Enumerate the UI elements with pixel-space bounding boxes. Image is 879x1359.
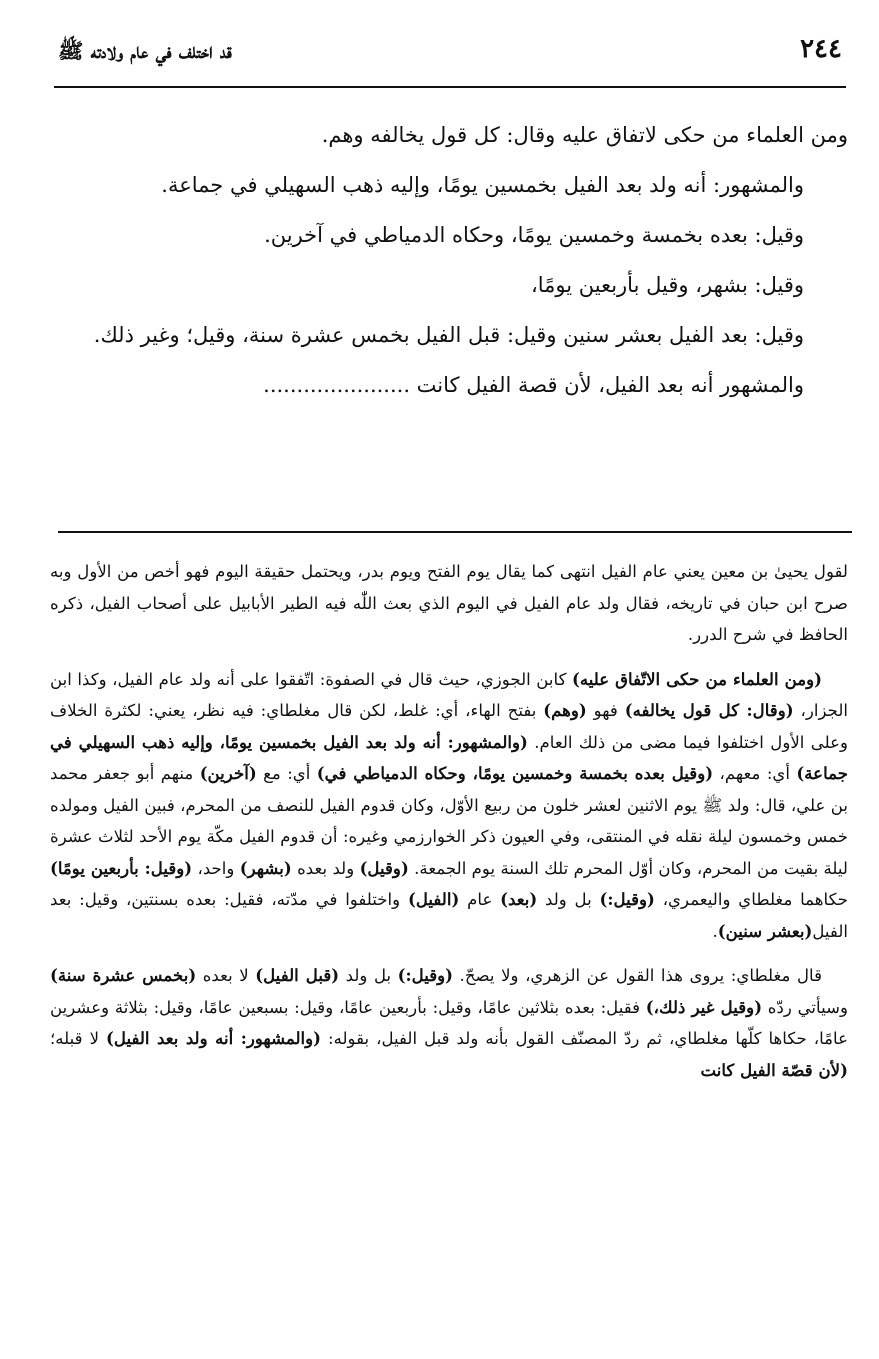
quoted-main-text: (وقيل غير ذلك،) [645, 996, 763, 1017]
main-text [56, 110, 848, 410]
commentary-text: لا بعده [196, 966, 256, 985]
quoted-main-text: (بخمس عشرة سنة) [50, 965, 197, 985]
main-paragraph: وقيل: بشهر، وقيل بأربعين يومًا، [530, 273, 804, 297]
page-header [54, 28, 846, 88]
commentary-text: وسيأتي ردّه [762, 997, 849, 1017]
commentary-text: . [712, 921, 718, 941]
commentary-text: لا قبله؛ [50, 1029, 107, 1048]
quoted-main-text: (وقيل:) [599, 889, 655, 909]
commentary-text: بفتح الهاء، أي: غلط، لكن قال مغلطاي: فيه نظر، يعني: لكثرة الخلاف وعلى الأول اختلفوا فيما مضى من ذلك العام. [50, 701, 849, 752]
quoted-main-text: (وقيل: بأربعين يومًا) [50, 857, 193, 878]
commentary-text: لقول يحيىٰ بن معين يعني عام الفيل انتهى كما يقال يوم الفتح ويوم بدر، ويحتمل حقيقة اليوم فهو أخص من الأول وبه صرح ابن حبان في تاريخه، فقال ولد عام الفيل في اليوم الذي بعث اللّٰه فيه الطير الأبابيل على أصحاب الفيل، ذكره الحافظ في شرح الدرر. [50, 562, 848, 644]
quoted-main-text: (وهم) [543, 700, 587, 720]
commentary-text: كابن الجوزي، حيث قال في الصفوة: اتّفقوا على أنه ولد عام الفيل، وكذا ابن الجزار، [50, 669, 848, 720]
quoted-main-text: (وقال: كل قول يخالفه) [624, 700, 794, 720]
quoted-main-text: (الفيل) [407, 889, 460, 909]
quoted-main-text: (وقيل:) [397, 965, 454, 985]
main-paragraph: وقيل: بعد الفيل بعشر سنين وقيل: قبل الفيل بخمس عشرة سنة، وقيل؛ وغير ذلك. [93, 323, 804, 347]
quoted-main-text: (وقيل بعده بخمسة وخمسين يومًا، وحكاه الدمياطي في) [316, 763, 714, 783]
commentary-paragraph [50, 664, 848, 948]
separator-rule [58, 531, 852, 533]
commentary-text: فهو [586, 701, 625, 720]
commentary-block [50, 556, 848, 1099]
main-paragraph: والمشهور أنه بعد الفيل، لأن قصة الفيل كانت ...................... [263, 373, 804, 397]
commentary-text: واختلفوا في مدّته، فقيل: بعده بسنتين، وقيل: بعد الفيل [50, 890, 848, 941]
quoted-main-text: (آخرين) [199, 763, 257, 783]
commentary-text: عام [459, 890, 501, 909]
quoted-main-text: (ومن العلماء من حكى الاتّفاق عليه) [571, 668, 822, 689]
commentary-text: بل ولد [537, 890, 600, 909]
quoted-main-text: (والمشهور: أنه ولد بعد الفيل بخمسين يومًا، وإليه ذهب السهيلي في جماعة) [50, 731, 848, 783]
running-title: قد اختلف في عام ولادته ﷺ [58, 38, 232, 63]
main-paragraph: ومن العلماء من حكى لاتفاق عليه وقال: كل قول يخالفه وهم. [321, 123, 848, 147]
quoted-main-text: (وقيل) [359, 857, 409, 878]
commentary-text: واحد، [192, 858, 240, 878]
main-paragraph: والمشهور: أنه ولد بعد الفيل بخمسين يومًا، وإليه ذهب السهيلي في جماعة. [161, 173, 804, 197]
quoted-main-text: (والمشهور: أنه ولد بعد الفيل) [106, 1028, 321, 1048]
quoted-main-text: (بشهر) [239, 857, 292, 878]
quoted-main-text: (بعد) [500, 889, 538, 909]
commentary-text: فقيل: بعده بثلاثين عامًا، وقيل: بأربعين عامًا، وقيل: بسبعين عامًا، وقيل: بثلاثة وعشرين عامًا، حكاها كلّها مغلطاي، ثم ردّ المصنّف القول بأنه ولد قبل الفيل، بقوله: [50, 997, 848, 1048]
commentary-text: قال مغلطاي: يروى هذا القول عن الزهري، ولا يصحّ. [453, 966, 823, 985]
header-rule [54, 86, 846, 88]
commentary-text: أي: مع [256, 764, 317, 783]
commentary-text: حكاهما مغلطاي واليعمري، [654, 890, 848, 909]
commentary-paragraph [50, 960, 848, 1086]
main-paragraph: وقيل: بعده بخمسة وخمسين يومًا، وحكاه الدمياطي في آخرين. [264, 223, 804, 247]
quoted-main-text: (قبل الفيل) [255, 965, 340, 985]
quoted-main-text: (لأن قصّة الفيل كانت [700, 1059, 848, 1080]
commentary-text: أي: معهم، [713, 764, 797, 783]
page-number: ٢٤٤ [800, 34, 842, 64]
commentary-paragraph [50, 556, 848, 651]
commentary-text: بل ولد [339, 966, 398, 985]
commentary-text: ولد بعده [291, 858, 360, 878]
commentary-text: منهم أبو جعفر محمد بن علي، قال: ولد ﷺ يوم الاثنين لعشر خلون من ربيع الأوّل، وكان قدوم الفيل للنصف من المحرم، فبين الفيل ومولده خمس وخمسون ليلة نقله في المنتقى، وفي العيون ذكر الخوارزمي وغيره: أن قدوم الفيل مكّة يوم الأحد لثلاث عشرة ليلة بقيت من المحرم، وكان أوّل المحرم تلك السنة يوم الجمعة. [50, 764, 848, 878]
quoted-main-text: (بعشر سنين) [717, 920, 813, 941]
